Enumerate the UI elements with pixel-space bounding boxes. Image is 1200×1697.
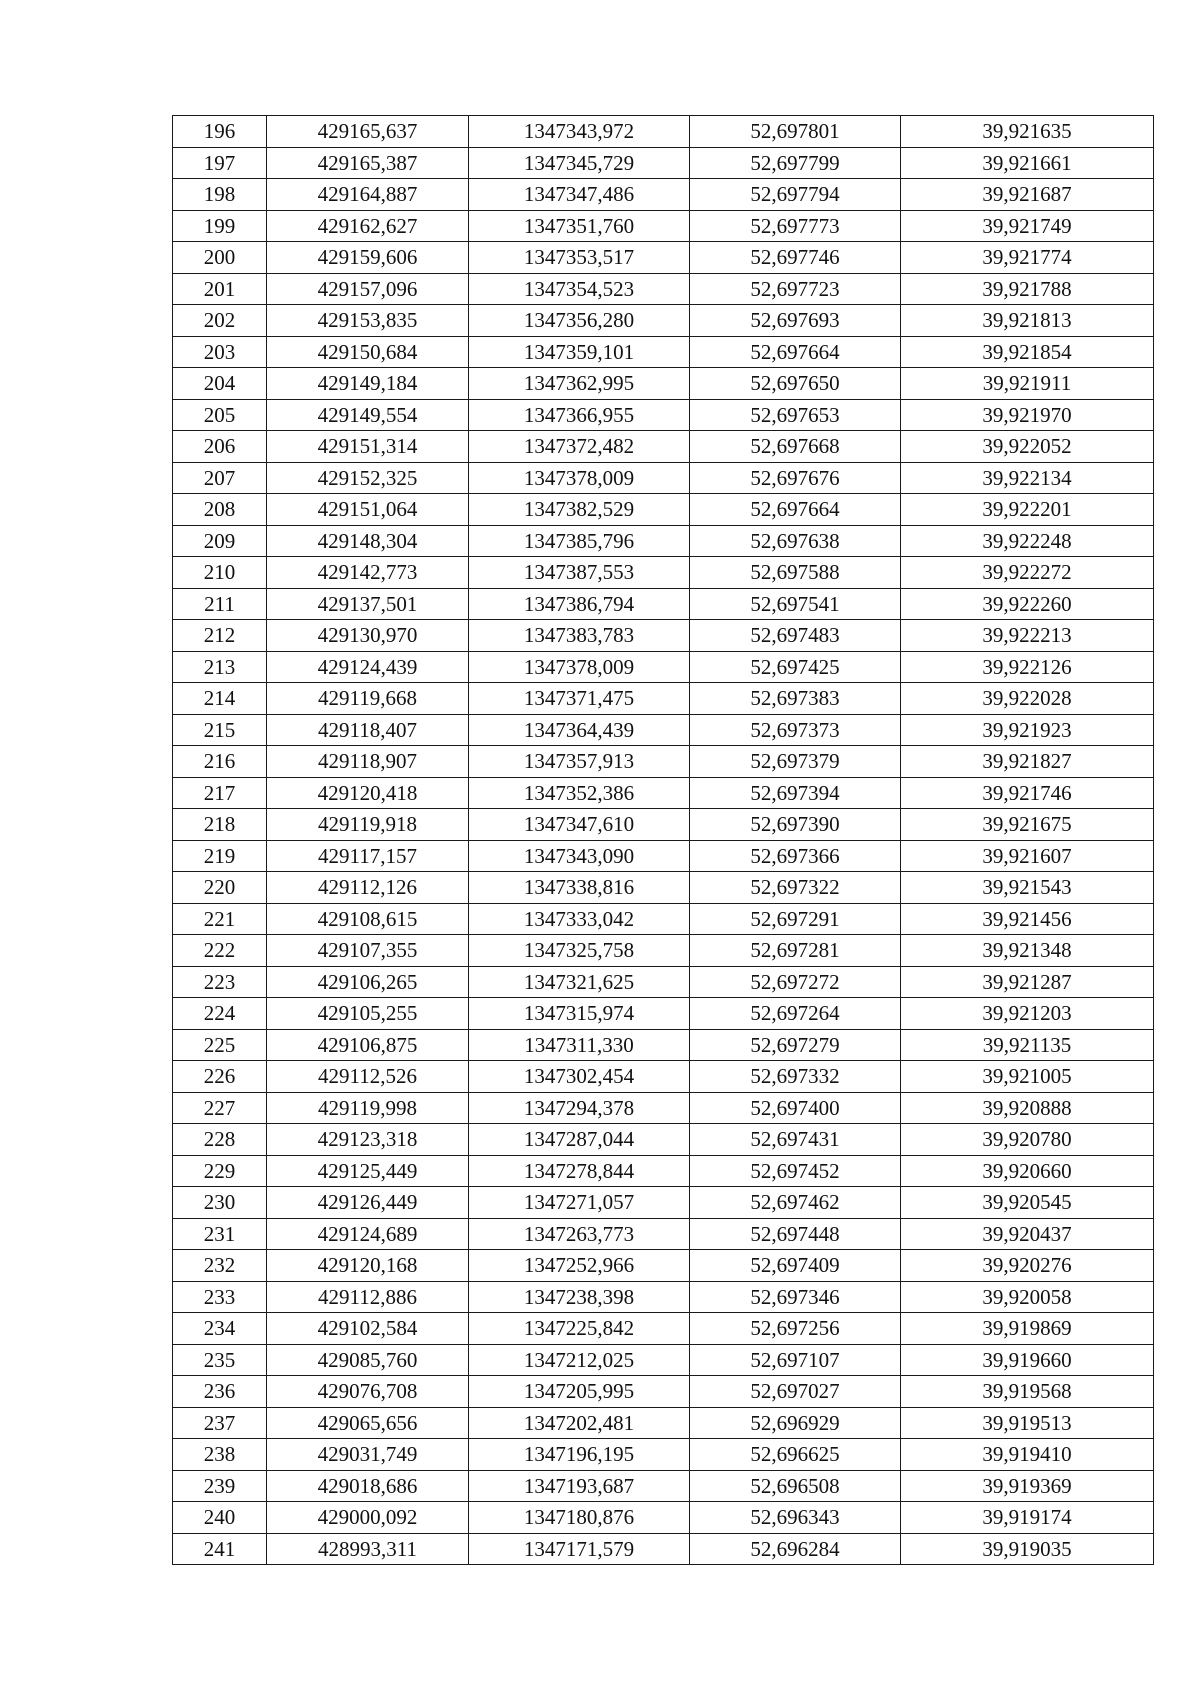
table-row <box>173 714 1154 746</box>
y-coordinate-cell: 1347338,816 <box>469 872 690 904</box>
latitude-cell: 52,697366 <box>690 840 901 872</box>
point-number-cell: 234 <box>173 1313 267 1345</box>
point-number-cell: 206 <box>173 431 267 463</box>
latitude-cell: 52,697462 <box>690 1187 901 1219</box>
longitude-cell: 39,920545 <box>901 1187 1154 1219</box>
point-number-cell: 235 <box>173 1344 267 1376</box>
y-coordinate-cell: 1347205,995 <box>469 1376 690 1408</box>
longitude-cell: 39,921911 <box>901 368 1154 400</box>
longitude-cell: 39,921456 <box>901 903 1154 935</box>
x-coordinate-cell: 429142,773 <box>267 557 469 589</box>
latitude-cell: 52,697383 <box>690 683 901 715</box>
longitude-cell: 39,922134 <box>901 462 1154 494</box>
latitude-cell: 52,697346 <box>690 1281 901 1313</box>
point-number-cell: 214 <box>173 683 267 715</box>
latitude-cell: 52,697799 <box>690 147 901 179</box>
y-coordinate-cell: 1347238,398 <box>469 1281 690 1313</box>
x-coordinate-cell: 429126,449 <box>267 1187 469 1219</box>
y-coordinate-cell: 1347351,760 <box>469 210 690 242</box>
point-number-cell: 201 <box>173 273 267 305</box>
table-row <box>173 1092 1154 1124</box>
longitude-cell: 39,921788 <box>901 273 1154 305</box>
y-coordinate-cell: 1347362,995 <box>469 368 690 400</box>
x-coordinate-cell: 429106,875 <box>267 1029 469 1061</box>
point-number-cell: 203 <box>173 336 267 368</box>
latitude-cell: 52,697676 <box>690 462 901 494</box>
point-number-cell: 207 <box>173 462 267 494</box>
x-coordinate-cell: 429112,886 <box>267 1281 469 1313</box>
x-coordinate-cell: 429149,554 <box>267 399 469 431</box>
point-number-cell: 223 <box>173 966 267 998</box>
y-coordinate-cell: 1347378,009 <box>469 651 690 683</box>
point-number-cell: 212 <box>173 620 267 652</box>
y-coordinate-cell: 1347364,439 <box>469 714 690 746</box>
latitude-cell: 52,697650 <box>690 368 901 400</box>
y-coordinate-cell: 1347357,913 <box>469 746 690 778</box>
x-coordinate-cell: 429076,708 <box>267 1376 469 1408</box>
y-coordinate-cell: 1347171,579 <box>469 1533 690 1565</box>
latitude-cell: 52,697801 <box>690 116 901 148</box>
longitude-cell: 39,919410 <box>901 1439 1154 1471</box>
latitude-cell: 52,697452 <box>690 1155 901 1187</box>
longitude-cell: 39,920276 <box>901 1250 1154 1282</box>
point-number-cell: 239 <box>173 1470 267 1502</box>
latitude-cell: 52,697693 <box>690 305 901 337</box>
table-row <box>173 683 1154 715</box>
longitude-cell: 39,920660 <box>901 1155 1154 1187</box>
y-coordinate-cell: 1347321,625 <box>469 966 690 998</box>
point-number-cell: 202 <box>173 305 267 337</box>
table-row <box>173 620 1154 652</box>
longitude-cell: 39,919035 <box>901 1533 1154 1565</box>
y-coordinate-cell: 1347385,796 <box>469 525 690 557</box>
table-row <box>173 462 1154 494</box>
longitude-cell: 39,921607 <box>901 840 1154 872</box>
x-coordinate-cell: 429108,615 <box>267 903 469 935</box>
point-number-cell: 222 <box>173 935 267 967</box>
point-number-cell: 200 <box>173 242 267 274</box>
longitude-cell: 39,921774 <box>901 242 1154 274</box>
x-coordinate-cell: 429123,318 <box>267 1124 469 1156</box>
table-row <box>173 1344 1154 1376</box>
longitude-cell: 39,922201 <box>901 494 1154 526</box>
table-row <box>173 588 1154 620</box>
longitude-cell: 39,921827 <box>901 746 1154 778</box>
y-coordinate-cell: 1347343,972 <box>469 116 690 148</box>
point-number-cell: 225 <box>173 1029 267 1061</box>
longitude-cell: 39,920437 <box>901 1218 1154 1250</box>
x-coordinate-cell: 429117,157 <box>267 840 469 872</box>
latitude-cell: 52,697409 <box>690 1250 901 1282</box>
longitude-cell: 39,921675 <box>901 809 1154 841</box>
x-coordinate-cell: 429153,835 <box>267 305 469 337</box>
y-coordinate-cell: 1347347,486 <box>469 179 690 211</box>
point-number-cell: 211 <box>173 588 267 620</box>
longitude-cell: 39,922272 <box>901 557 1154 589</box>
x-coordinate-cell: 429112,526 <box>267 1061 469 1093</box>
x-coordinate-cell: 429150,684 <box>267 336 469 368</box>
point-number-cell: 240 <box>173 1502 267 1534</box>
longitude-cell: 39,919369 <box>901 1470 1154 1502</box>
table-row <box>173 210 1154 242</box>
x-coordinate-cell: 429124,439 <box>267 651 469 683</box>
y-coordinate-cell: 1347333,042 <box>469 903 690 935</box>
table-row <box>173 1155 1154 1187</box>
longitude-cell: 39,919568 <box>901 1376 1154 1408</box>
longitude-cell: 39,919513 <box>901 1407 1154 1439</box>
y-coordinate-cell: 1347387,553 <box>469 557 690 589</box>
latitude-cell: 52,697653 <box>690 399 901 431</box>
table-row <box>173 1407 1154 1439</box>
point-number-cell: 221 <box>173 903 267 935</box>
latitude-cell: 52,697431 <box>690 1124 901 1156</box>
point-number-cell: 224 <box>173 998 267 1030</box>
x-coordinate-cell: 429112,126 <box>267 872 469 904</box>
longitude-cell: 39,921687 <box>901 179 1154 211</box>
longitude-cell: 39,921635 <box>901 116 1154 148</box>
table-row <box>173 872 1154 904</box>
longitude-cell: 39,919174 <box>901 1502 1154 1534</box>
latitude-cell: 52,697746 <box>690 242 901 274</box>
x-coordinate-cell: 429031,749 <box>267 1439 469 1471</box>
latitude-cell: 52,697107 <box>690 1344 901 1376</box>
latitude-cell: 52,697390 <box>690 809 901 841</box>
point-number-cell: 196 <box>173 116 267 148</box>
x-coordinate-cell: 429148,304 <box>267 525 469 557</box>
x-coordinate-cell: 429119,918 <box>267 809 469 841</box>
x-coordinate-cell: 429164,887 <box>267 179 469 211</box>
longitude-cell: 39,922260 <box>901 588 1154 620</box>
point-number-cell: 215 <box>173 714 267 746</box>
latitude-cell: 52,697332 <box>690 1061 901 1093</box>
table-row <box>173 809 1154 841</box>
x-coordinate-cell: 429130,970 <box>267 620 469 652</box>
y-coordinate-cell: 1347315,974 <box>469 998 690 1030</box>
x-coordinate-cell: 429065,656 <box>267 1407 469 1439</box>
x-coordinate-cell: 429151,064 <box>267 494 469 526</box>
x-coordinate-cell: 429106,265 <box>267 966 469 998</box>
y-coordinate-cell: 1347278,844 <box>469 1155 690 1187</box>
y-coordinate-cell: 1347382,529 <box>469 494 690 526</box>
latitude-cell: 52,697664 <box>690 494 901 526</box>
x-coordinate-cell: 429125,449 <box>267 1155 469 1187</box>
latitude-cell: 52,697279 <box>690 1029 901 1061</box>
latitude-cell: 52,697256 <box>690 1313 901 1345</box>
y-coordinate-cell: 1347371,475 <box>469 683 690 715</box>
latitude-cell: 52,697794 <box>690 179 901 211</box>
table-row <box>173 1029 1154 1061</box>
point-number-cell: 208 <box>173 494 267 526</box>
x-coordinate-cell: 429119,998 <box>267 1092 469 1124</box>
latitude-cell: 52,696929 <box>690 1407 901 1439</box>
table-row <box>173 368 1154 400</box>
table-row <box>173 966 1154 998</box>
latitude-cell: 52,697322 <box>690 872 901 904</box>
table-row <box>173 147 1154 179</box>
longitude-cell: 39,922126 <box>901 651 1154 683</box>
x-coordinate-cell: 429120,168 <box>267 1250 469 1282</box>
latitude-cell: 52,697664 <box>690 336 901 368</box>
x-coordinate-cell: 429124,689 <box>267 1218 469 1250</box>
point-number-cell: 227 <box>173 1092 267 1124</box>
latitude-cell: 52,697588 <box>690 557 901 589</box>
point-number-cell: 213 <box>173 651 267 683</box>
x-coordinate-cell: 429018,686 <box>267 1470 469 1502</box>
latitude-cell: 52,697394 <box>690 777 901 809</box>
y-coordinate-cell: 1347196,195 <box>469 1439 690 1471</box>
longitude-cell: 39,922248 <box>901 525 1154 557</box>
y-coordinate-cell: 1347354,523 <box>469 273 690 305</box>
table-row <box>173 336 1154 368</box>
latitude-cell: 52,697638 <box>690 525 901 557</box>
latitude-cell: 52,697723 <box>690 273 901 305</box>
point-number-cell: 220 <box>173 872 267 904</box>
point-number-cell: 217 <box>173 777 267 809</box>
table-row <box>173 746 1154 778</box>
longitude-cell: 39,921746 <box>901 777 1154 809</box>
point-number-cell: 197 <box>173 147 267 179</box>
table-row <box>173 1470 1154 1502</box>
x-coordinate-cell: 429107,355 <box>267 935 469 967</box>
longitude-cell: 39,921854 <box>901 336 1154 368</box>
table-row <box>173 1376 1154 1408</box>
y-coordinate-cell: 1347372,482 <box>469 431 690 463</box>
table-row <box>173 651 1154 683</box>
table-row <box>173 525 1154 557</box>
latitude-cell: 52,697379 <box>690 746 901 778</box>
table-row <box>173 1533 1154 1565</box>
y-coordinate-cell: 1347193,687 <box>469 1470 690 1502</box>
y-coordinate-cell: 1347202,481 <box>469 1407 690 1439</box>
y-coordinate-cell: 1347345,729 <box>469 147 690 179</box>
y-coordinate-cell: 1347386,794 <box>469 588 690 620</box>
point-number-cell: 232 <box>173 1250 267 1282</box>
point-number-cell: 216 <box>173 746 267 778</box>
longitude-cell: 39,921970 <box>901 399 1154 431</box>
longitude-cell: 39,920888 <box>901 1092 1154 1124</box>
latitude-cell: 52,696625 <box>690 1439 901 1471</box>
longitude-cell: 39,921923 <box>901 714 1154 746</box>
y-coordinate-cell: 1347343,090 <box>469 840 690 872</box>
x-coordinate-cell: 429119,668 <box>267 683 469 715</box>
latitude-cell: 52,696508 <box>690 1470 901 1502</box>
point-number-cell: 205 <box>173 399 267 431</box>
longitude-cell: 39,922213 <box>901 620 1154 652</box>
latitude-cell: 52,697425 <box>690 651 901 683</box>
y-coordinate-cell: 1347378,009 <box>469 462 690 494</box>
table-row <box>173 777 1154 809</box>
y-coordinate-cell: 1347356,280 <box>469 305 690 337</box>
table-row <box>173 1250 1154 1282</box>
point-number-cell: 209 <box>173 525 267 557</box>
longitude-cell: 39,922028 <box>901 683 1154 715</box>
point-number-cell: 218 <box>173 809 267 841</box>
table-row <box>173 557 1154 589</box>
longitude-cell: 39,920058 <box>901 1281 1154 1313</box>
x-coordinate-cell: 429137,501 <box>267 588 469 620</box>
table-row <box>173 1187 1154 1219</box>
longitude-cell: 39,919660 <box>901 1344 1154 1376</box>
y-coordinate-cell: 1347212,025 <box>469 1344 690 1376</box>
longitude-cell: 39,921203 <box>901 998 1154 1030</box>
y-coordinate-cell: 1347271,057 <box>469 1187 690 1219</box>
point-number-cell: 199 <box>173 210 267 242</box>
table-row <box>173 903 1154 935</box>
y-coordinate-cell: 1347302,454 <box>469 1061 690 1093</box>
x-coordinate-cell: 429120,418 <box>267 777 469 809</box>
point-number-cell: 226 <box>173 1061 267 1093</box>
latitude-cell: 52,697448 <box>690 1218 901 1250</box>
table-row <box>173 431 1154 463</box>
x-coordinate-cell: 428993,311 <box>267 1533 469 1565</box>
x-coordinate-cell: 429085,760 <box>267 1344 469 1376</box>
table-row <box>173 1218 1154 1250</box>
table-row <box>173 494 1154 526</box>
point-number-cell: 231 <box>173 1218 267 1250</box>
coordinates-table-body <box>173 116 1154 1565</box>
table-row <box>173 935 1154 967</box>
table-row <box>173 242 1154 274</box>
y-coordinate-cell: 1347383,783 <box>469 620 690 652</box>
longitude-cell: 39,921813 <box>901 305 1154 337</box>
latitude-cell: 52,697027 <box>690 1376 901 1408</box>
latitude-cell: 52,696343 <box>690 1502 901 1534</box>
table-row <box>173 998 1154 1030</box>
longitude-cell: 39,921348 <box>901 935 1154 967</box>
table-row <box>173 116 1154 148</box>
point-number-cell: 228 <box>173 1124 267 1156</box>
y-coordinate-cell: 1347225,842 <box>469 1313 690 1345</box>
latitude-cell: 52,697291 <box>690 903 901 935</box>
latitude-cell: 52,697373 <box>690 714 901 746</box>
y-coordinate-cell: 1347325,758 <box>469 935 690 967</box>
table-row <box>173 840 1154 872</box>
point-number-cell: 233 <box>173 1281 267 1313</box>
x-coordinate-cell: 429118,907 <box>267 746 469 778</box>
longitude-cell: 39,921005 <box>901 1061 1154 1093</box>
y-coordinate-cell: 1347180,876 <box>469 1502 690 1534</box>
point-number-cell: 210 <box>173 557 267 589</box>
latitude-cell: 52,697264 <box>690 998 901 1030</box>
table-row <box>173 305 1154 337</box>
table-row <box>173 179 1154 211</box>
longitude-cell: 39,921749 <box>901 210 1154 242</box>
point-number-cell: 219 <box>173 840 267 872</box>
x-coordinate-cell: 429000,092 <box>267 1502 469 1534</box>
point-number-cell: 236 <box>173 1376 267 1408</box>
latitude-cell: 52,697281 <box>690 935 901 967</box>
table-row <box>173 1313 1154 1345</box>
x-coordinate-cell: 429159,606 <box>267 242 469 274</box>
y-coordinate-cell: 1347287,044 <box>469 1124 690 1156</box>
y-coordinate-cell: 1347263,773 <box>469 1218 690 1250</box>
point-number-cell: 204 <box>173 368 267 400</box>
table-row <box>173 1502 1154 1534</box>
y-coordinate-cell: 1347353,517 <box>469 242 690 274</box>
longitude-cell: 39,921287 <box>901 966 1154 998</box>
table-row <box>173 1061 1154 1093</box>
x-coordinate-cell: 429118,407 <box>267 714 469 746</box>
point-number-cell: 241 <box>173 1533 267 1565</box>
latitude-cell: 52,697668 <box>690 431 901 463</box>
y-coordinate-cell: 1347294,378 <box>469 1092 690 1124</box>
point-number-cell: 237 <box>173 1407 267 1439</box>
latitude-cell: 52,696284 <box>690 1533 901 1565</box>
longitude-cell: 39,920780 <box>901 1124 1154 1156</box>
latitude-cell: 52,697400 <box>690 1092 901 1124</box>
y-coordinate-cell: 1347366,955 <box>469 399 690 431</box>
table-row <box>173 1124 1154 1156</box>
y-coordinate-cell: 1347347,610 <box>469 809 690 841</box>
x-coordinate-cell: 429149,184 <box>267 368 469 400</box>
latitude-cell: 52,697541 <box>690 588 901 620</box>
x-coordinate-cell: 429157,096 <box>267 273 469 305</box>
x-coordinate-cell: 429165,387 <box>267 147 469 179</box>
y-coordinate-cell: 1347352,386 <box>469 777 690 809</box>
table-row <box>173 273 1154 305</box>
point-number-cell: 198 <box>173 179 267 211</box>
x-coordinate-cell: 429151,314 <box>267 431 469 463</box>
coordinates-table <box>172 115 1154 1565</box>
y-coordinate-cell: 1347311,330 <box>469 1029 690 1061</box>
x-coordinate-cell: 429165,637 <box>267 116 469 148</box>
y-coordinate-cell: 1347252,966 <box>469 1250 690 1282</box>
table-row <box>173 1439 1154 1471</box>
point-number-cell: 229 <box>173 1155 267 1187</box>
x-coordinate-cell: 429102,584 <box>267 1313 469 1345</box>
longitude-cell: 39,921543 <box>901 872 1154 904</box>
x-coordinate-cell: 429105,255 <box>267 998 469 1030</box>
latitude-cell: 52,697483 <box>690 620 901 652</box>
longitude-cell: 39,921135 <box>901 1029 1154 1061</box>
x-coordinate-cell: 429152,325 <box>267 462 469 494</box>
point-number-cell: 238 <box>173 1439 267 1471</box>
latitude-cell: 52,697272 <box>690 966 901 998</box>
point-number-cell: 230 <box>173 1187 267 1219</box>
y-coordinate-cell: 1347359,101 <box>469 336 690 368</box>
table-row <box>173 399 1154 431</box>
table-row <box>173 1281 1154 1313</box>
longitude-cell: 39,921661 <box>901 147 1154 179</box>
latitude-cell: 52,697773 <box>690 210 901 242</box>
longitude-cell: 39,922052 <box>901 431 1154 463</box>
longitude-cell: 39,919869 <box>901 1313 1154 1345</box>
x-coordinate-cell: 429162,627 <box>267 210 469 242</box>
